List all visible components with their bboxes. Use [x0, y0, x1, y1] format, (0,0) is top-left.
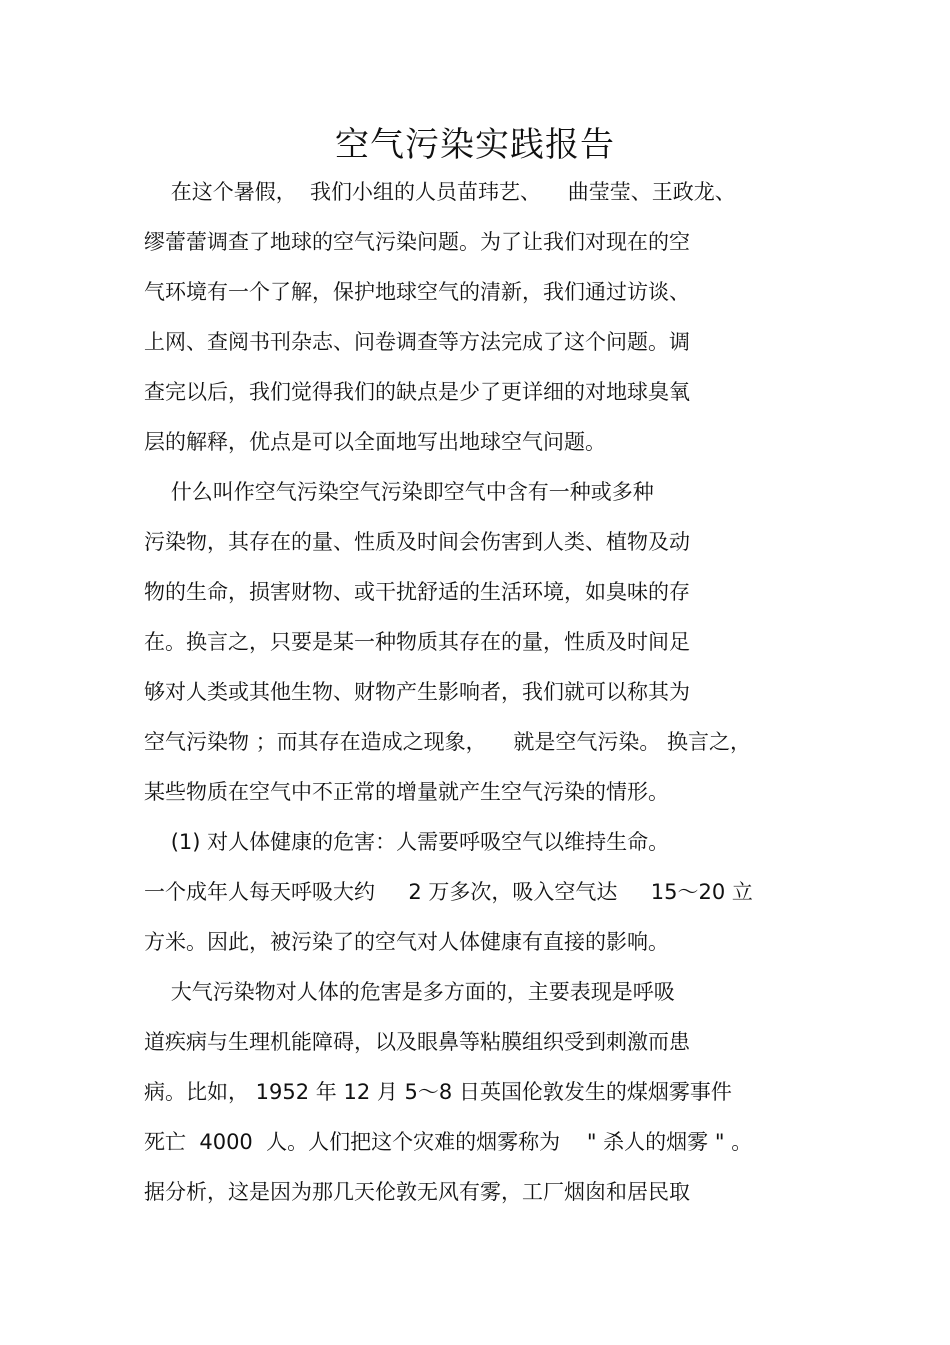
body-line-20: 死亡 4000 人。人们把这个灾难的烟雾称为 " 杀人的烟雾 " 。	[144, 1130, 753, 1154]
body-line-18: 道疾病与生理机能障碍，以及眼鼻等粘膜组织受到刺激而患	[144, 1030, 690, 1054]
body-line-17: 大气污染物对人体的危害是多方面的，主要表现是呼吸	[144, 980, 675, 1004]
body-line-14: (1) 对人体健康的危害：人需要呼吸空气以维持生命。	[144, 830, 670, 854]
body-line-16: 方米。因此，被污染了的空气对人体健康有直接的影响。	[144, 930, 669, 954]
body-line-12: 空气污染物 ；而其存在造成之现象， 就是空气污染。 换言之，	[144, 730, 752, 754]
body-line-9: 物的生命，损害财物、或干扰舒适的生活环境，如臭味的存	[144, 580, 690, 604]
body-line-7: 什么叫作空气污染空气污染即空气中含有一种或多种	[144, 480, 654, 504]
body-line-10: 在。换言之，只要是某一种物质其存在的量，性质及时间足	[144, 630, 690, 654]
body-line-11: 够对人类或其他生物、财物产生影响者，我们就可以称其为	[144, 680, 690, 704]
body-line-13: 某些物质在空气中不正常的增量就产生空气污染的情形。	[144, 780, 669, 804]
page-title: 空气污染实践报告	[335, 125, 615, 165]
body-line-3: 气环境有一个了解，保护地球空气的清新，我们通过访谈、	[144, 280, 690, 304]
body-line-21: 据分析，这是因为那几天伦敦无风有雾，工厂烟囱和居民取	[144, 1180, 690, 1204]
body-line-8: 污染物，其存在的量、性质及时间会伤害到人类、植物及动	[144, 530, 690, 554]
body-line-1: 在这个暑假， 我们小组的人员苗玮艺、 曲莹莹、王政龙、	[144, 180, 736, 204]
body-line-5: 查完以后，我们觉得我们的缺点是少了更详细的对地球臭氧	[144, 380, 690, 404]
body-line-19: 病。比如， 1952 年 12 月 5～8 日英国伦敦发生的煤烟雾事件	[144, 1080, 732, 1104]
body-line-4: 上网、查阅书刊杂志、问卷调查等方法完成了这个问题。调	[144, 330, 690, 354]
body-line-2: 缪蕾蕾调查了地球的空气污染问题。为了让我们对现在的空	[144, 230, 690, 254]
body-line-6: 层的解释，优点是可以全面地写出地球空气问题。	[144, 430, 606, 454]
body-line-15: 一个成年人每天呼吸大约 2 万多次，吸入空气达 15～20 立	[144, 880, 753, 904]
